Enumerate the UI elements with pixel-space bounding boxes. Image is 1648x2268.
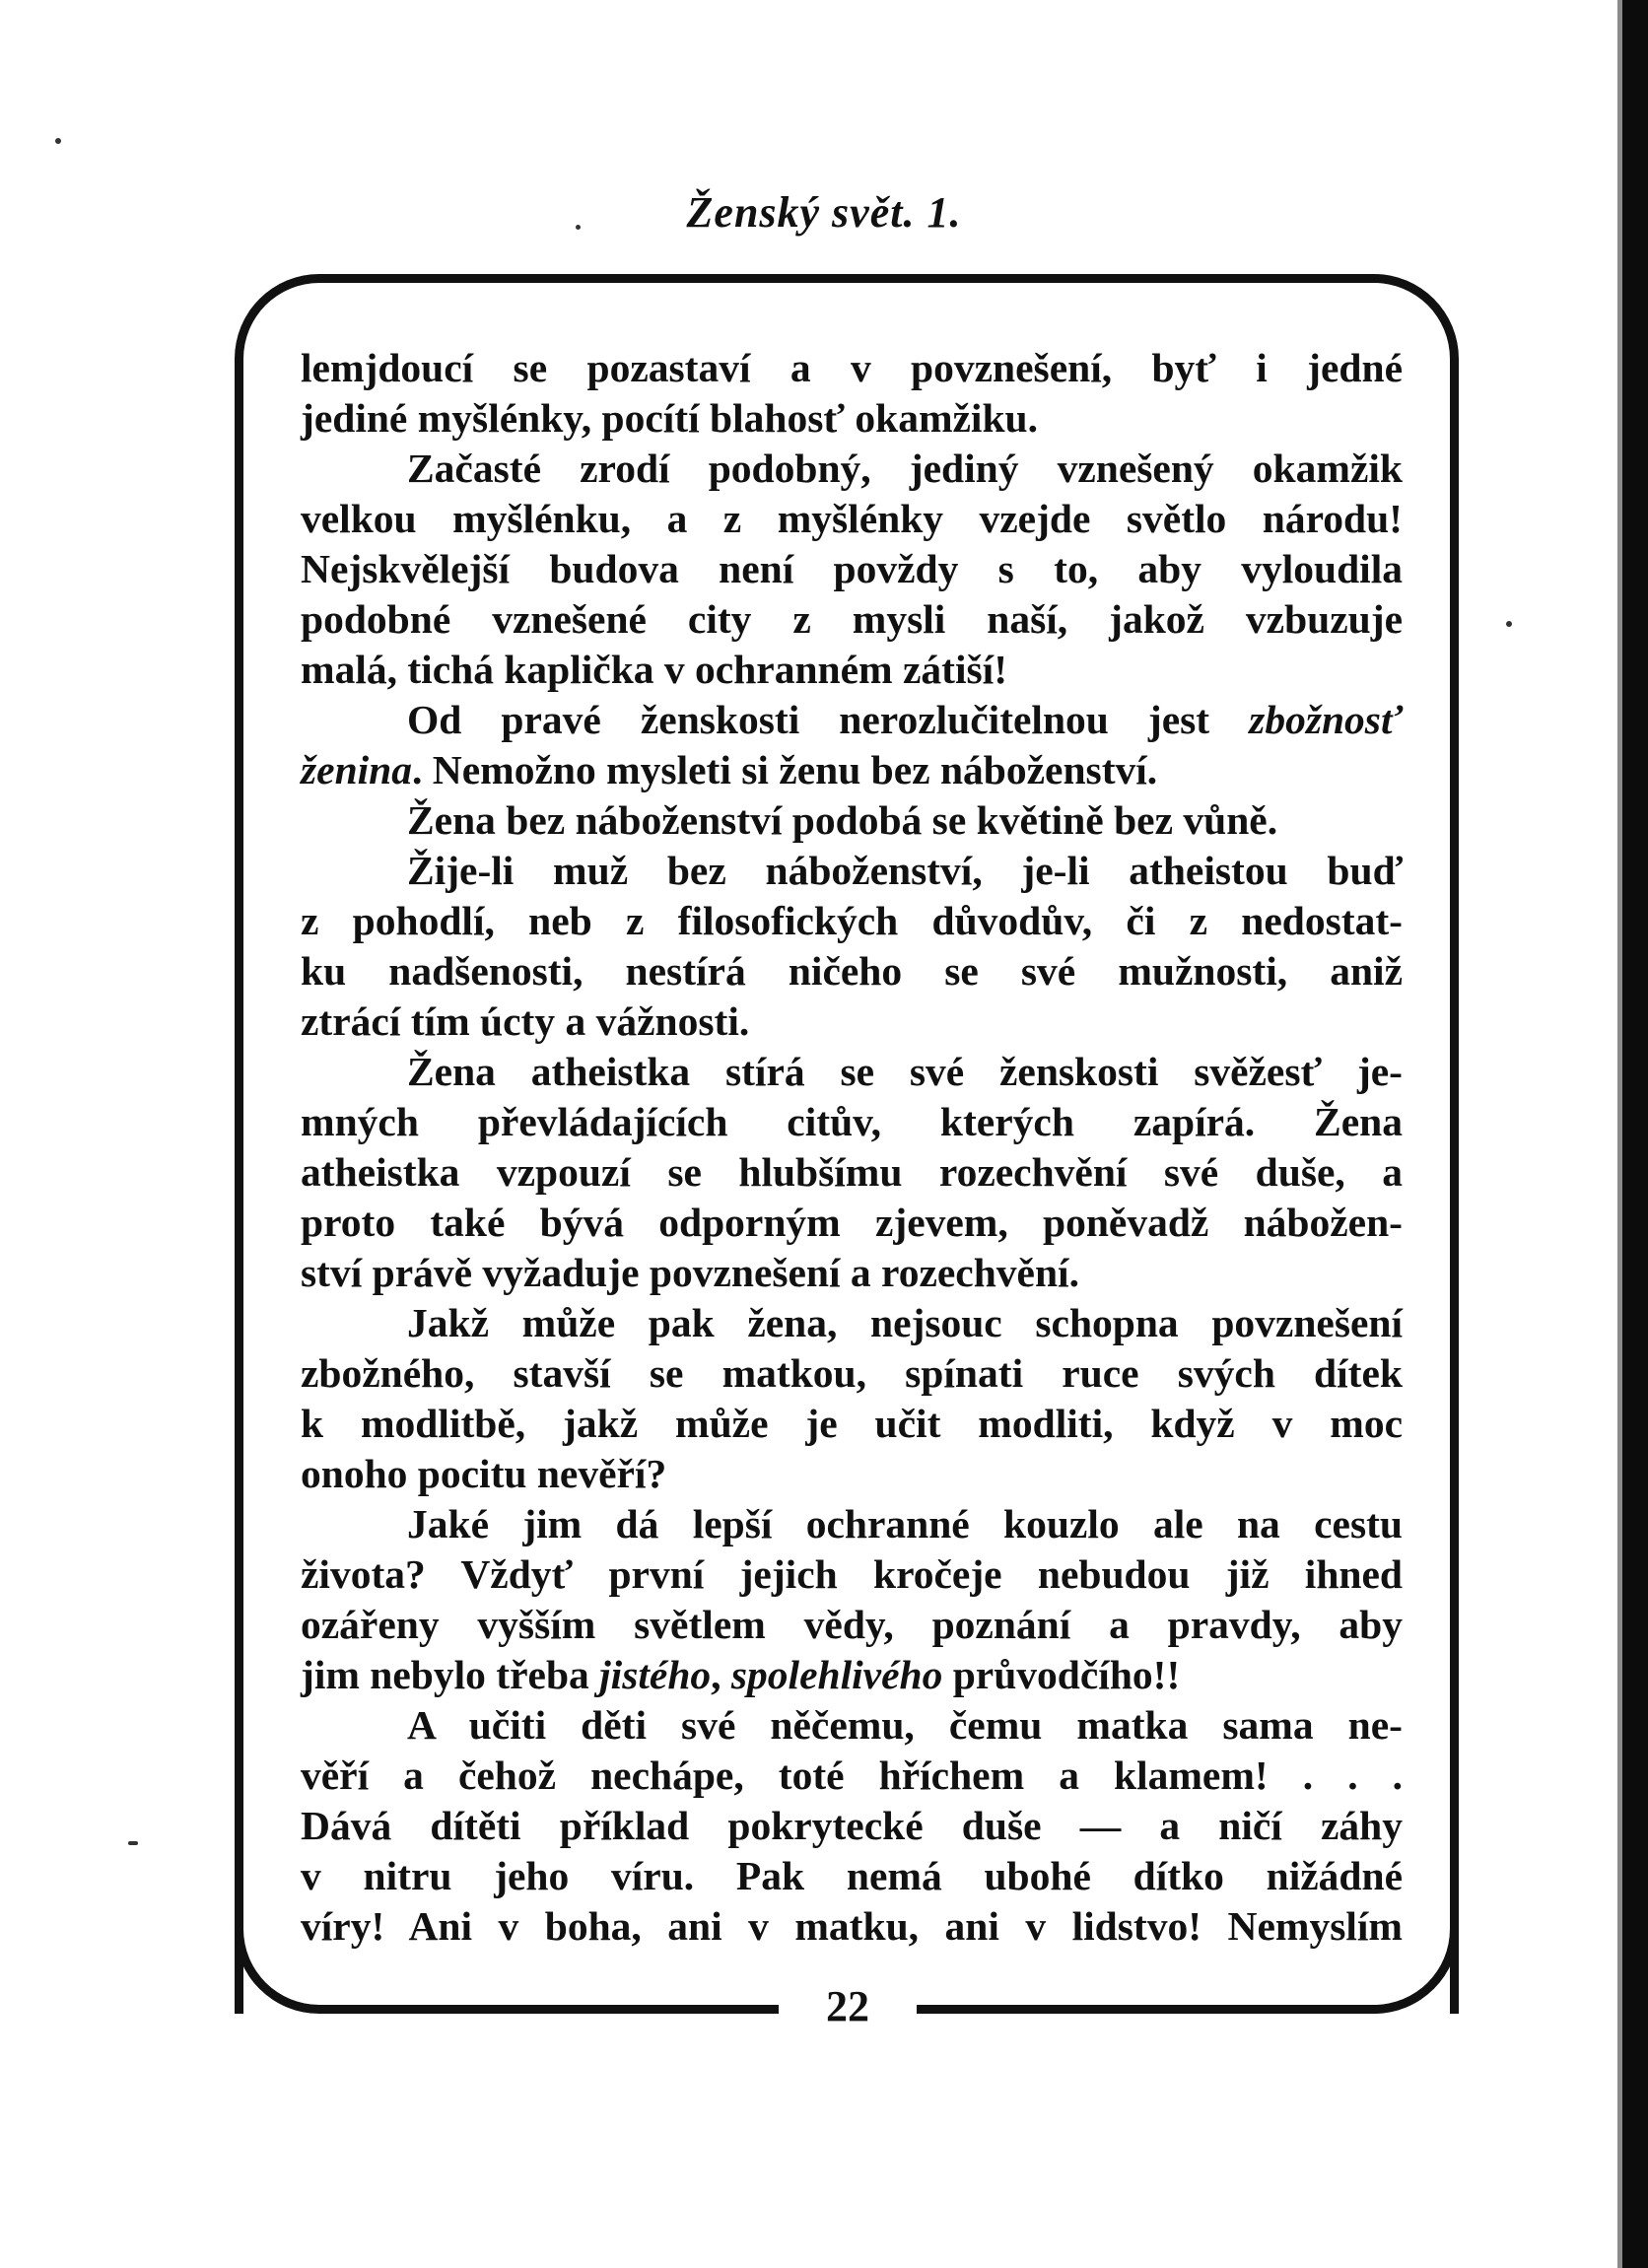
text-run: Žena bez náboženství podobá se květině bez vůně. bbox=[407, 797, 1278, 843]
text-line bbox=[301, 594, 1403, 645]
text-line bbox=[301, 946, 1403, 997]
text-run: z pohodlí, neb z filosofických důvodův, či z nedostat- bbox=[301, 898, 1403, 943]
paper-speck bbox=[128, 1841, 138, 1845]
text-line bbox=[301, 393, 1403, 444]
text-line bbox=[301, 1147, 1403, 1198]
text-run: věří a čehož nechápe, toté hříchem a klamem! . . . bbox=[301, 1753, 1403, 1798]
text-run: Dává dítěti příklad pokrytecké duše — a ničí záhy bbox=[301, 1803, 1403, 1848]
text-run: lemjdoucí se pozastaví a v povznešení, byť i jedné bbox=[301, 345, 1403, 390]
text-line bbox=[301, 896, 1403, 946]
text-line bbox=[301, 846, 1403, 896]
text-run: A učiti děti své něčemu, čemu matka sama ne- bbox=[407, 1702, 1403, 1748]
text-line bbox=[301, 1399, 1403, 1449]
text-run: Jakž může pak žena, nejsouc schopna povznešení bbox=[407, 1300, 1403, 1345]
paper-speck bbox=[576, 225, 581, 230]
italic-text: ženina bbox=[301, 747, 413, 792]
text-run: atheistka vzpouzí se hlubšímu rozechvění své duše, a bbox=[301, 1149, 1403, 1195]
text-run: zbožného, stavší se matkou, spínati ruce svých dítek bbox=[301, 1350, 1403, 1396]
paper-speck bbox=[1506, 621, 1512, 627]
text-line bbox=[301, 1248, 1403, 1298]
page-edge bbox=[1622, 0, 1648, 2268]
text-line bbox=[301, 1198, 1403, 1248]
text-run: Nejskvělejší budova není povždy s to, aby vyloudila bbox=[301, 546, 1403, 591]
text-line bbox=[301, 997, 1403, 1047]
text-run: mných převládajících citův, kterých zapírá. Žena bbox=[301, 1099, 1403, 1144]
running-head: Ženský svět. 1. bbox=[686, 188, 962, 237]
text-run: onoho pocitu nevěří? bbox=[301, 1451, 667, 1496]
text-line bbox=[301, 645, 1403, 695]
text-line bbox=[301, 1700, 1403, 1751]
text-line bbox=[301, 444, 1403, 494]
text-run: k modlitbě, jakž může je učit modliti, když v moc bbox=[301, 1401, 1403, 1446]
text-line bbox=[301, 1449, 1403, 1499]
text-run: v nitru jeho víru. Pak nemá ubohé dítko nižádné bbox=[301, 1853, 1403, 1898]
text-line bbox=[301, 1097, 1403, 1147]
text-run: ku nadšenosti, nestírá ničeho se své mužnosti, aniž bbox=[301, 948, 1403, 994]
text-line bbox=[301, 1751, 1403, 1801]
text-run: jediné myšlénky, pocítí blahosť okamžiku. bbox=[301, 395, 1038, 441]
text-line bbox=[301, 544, 1403, 594]
text-run: víry! Ani v boha, ani v matku, ani v lidstvo! Nemyslím bbox=[301, 1903, 1403, 1949]
text-line bbox=[301, 695, 1403, 745]
text-run: Žena atheistka stírá se své ženskosti svěžesť je- bbox=[407, 1049, 1403, 1094]
text-line bbox=[301, 1851, 1403, 1901]
page-number: 22 bbox=[826, 1982, 869, 2030]
text-run: proto také bývá odporným zjevem, poněvadž nábožen- bbox=[301, 1200, 1403, 1245]
paper-speck bbox=[55, 138, 61, 144]
text-run: průvodčího!! bbox=[942, 1652, 1181, 1697]
text-run: ství právě vyžaduje povznešení a rozechvění. bbox=[301, 1250, 1079, 1295]
text-line bbox=[301, 1298, 1403, 1348]
text-line bbox=[301, 745, 1403, 795]
text-run: . Nemožno mysleti si ženu bez náboženství. bbox=[412, 747, 1158, 792]
text-line bbox=[301, 494, 1403, 544]
text-run: ozářeny vyšším světlem vědy, poznání a pravdy, aby bbox=[301, 1602, 1403, 1647]
text-line bbox=[301, 1801, 1403, 1851]
text-run: Začasté zrodí podobný, jediný vznešený okamžik bbox=[407, 446, 1403, 491]
text-line bbox=[301, 1549, 1403, 1600]
text-line bbox=[301, 1348, 1403, 1399]
italic-text: zbožnosť bbox=[1249, 697, 1403, 742]
text-run: Žije-li muž bez náboženství, je-li atheistou buď bbox=[407, 848, 1403, 893]
text-run: podobné vznešené city z mysli naší, jakož vzbuzuje bbox=[301, 596, 1403, 642]
text-run: malá, tichá kaplička v ochranném zátiší! bbox=[301, 647, 1008, 692]
text-line bbox=[301, 1600, 1403, 1650]
text-line bbox=[301, 795, 1403, 846]
italic-text: jistého bbox=[599, 1652, 712, 1697]
text-run: jim nebylo třeba bbox=[301, 1652, 600, 1697]
text-run: ztrácí tím úcty a vážnosti. bbox=[301, 998, 750, 1044]
body-text bbox=[301, 343, 1403, 1952]
text-line bbox=[301, 1650, 1403, 1700]
text-line bbox=[301, 343, 1403, 393]
text-run: Od pravé ženskosti nerozlučitelnou jest bbox=[407, 697, 1250, 742]
text-line bbox=[301, 1047, 1403, 1097]
text-line bbox=[301, 1901, 1403, 1952]
text-run: života? Vždyť první jejich kročeje nebudou již ihned bbox=[301, 1551, 1403, 1597]
text-run: Jaké jim dá lepší ochranné kouzlo ale na cestu bbox=[407, 1501, 1403, 1546]
text-run: , bbox=[711, 1652, 731, 1697]
text-run: velkou myšlénku, a z myšlénky vzejde světlo národu! bbox=[301, 496, 1403, 541]
text-line bbox=[301, 1499, 1403, 1549]
italic-text: spolehlivého bbox=[730, 1652, 943, 1697]
